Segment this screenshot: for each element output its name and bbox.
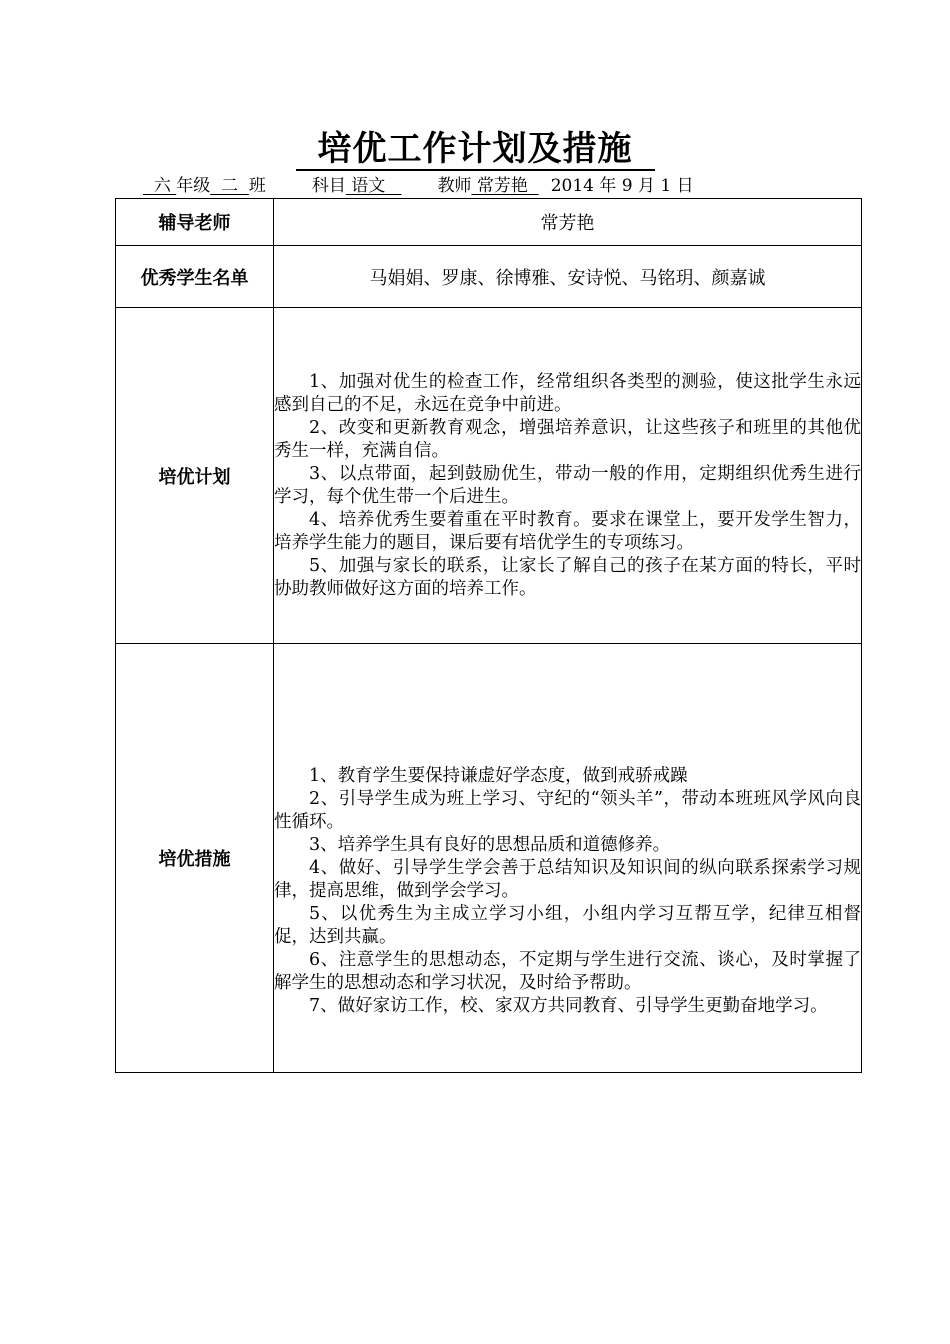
measures-item: 6、注意学生的思想动态，不定期与学生进行交流、谈心，及时掌握了解学生的思想动态和学习状况，及时给予帮助。 (274, 950, 861, 993)
measures-item: 4、做好、引导学生学会善于总结知识及知识间的纵向联系探索学习规律，提高思维，做到学会学习。 (274, 858, 861, 901)
measures-item: 7、做好家访工作，校、家双方共同教育、引导学生更勤奋地学习。 (309, 996, 828, 1016)
plan-table (115, 198, 862, 1073)
table-row-students (116, 246, 862, 308)
subject-value: 语文 (351, 176, 386, 196)
tutor-value: 常芳艳 (274, 199, 862, 246)
table-row-measures (116, 644, 862, 1073)
page-title-text: 培优工作计划及措施 (296, 129, 655, 171)
measures-item: 1、教育学生要保持谦虚好学态度，做到戒骄戒躁 (309, 766, 688, 786)
class-value: 二 (221, 176, 239, 196)
plan-item: 4、培养优秀生要着重在平时教育。要求在课堂上，要开发学生智力，培养学生能力的题目，课后要有培优学生的专项练习。 (274, 510, 861, 553)
class-label: 班 (248, 176, 266, 196)
plan-item: 1、加强对优生的检查工作，经常组织各类型的测验，使这批学生永远感到自己的不足，永远在竞争中前进。 (274, 372, 861, 415)
grade-value: 六 (153, 176, 171, 196)
measures-item: 5、以优秀生为主成立学习小组，小组内学习互帮互学，纪律互相督促，达到共赢。 (274, 904, 861, 947)
date-value: 2014 年 9 月 1 日 (550, 176, 694, 196)
measures-item: 2、引导学生成为班上学习、守纪的“领头羊”，带动本班班风学风向良性循环。 (274, 789, 861, 832)
plan-item: 5、加强与家长的联系，让家长了解自己的孩子在某方面的特长，平时协助教师做好这方面的培养工作。 (274, 556, 861, 599)
students-label: 优秀学生名单 (116, 246, 274, 308)
teacher-value: 常芳艳 (476, 176, 528, 196)
plan-item: 2、改变和更新教育观念，增强培养意识，让这些孩子和班里的其他优秀生一样，充满自信。 (274, 418, 861, 461)
grade-label: 年级 (176, 176, 211, 196)
teacher-label: 教师 (437, 176, 472, 196)
header-info-line (143, 174, 694, 198)
measures-content (274, 644, 862, 1073)
table-row-tutor (116, 199, 862, 246)
students-value: 马娟娟、罗康、徐博雅、安诗悦、马铭玥、颜嘉诚 (274, 246, 862, 308)
measures-item: 3、培养学生具有良好的思想品质和道德修养。 (309, 835, 671, 855)
tutor-label: 辅导老师 (116, 199, 274, 246)
plan-content (274, 308, 862, 644)
subject-label: 科目 (311, 176, 346, 196)
table-row-plan (116, 308, 862, 644)
measures-label: 培优措施 (116, 644, 274, 1073)
plan-label: 培优计划 (116, 308, 274, 644)
plan-item: 3、以点带面，起到鼓励优生，带动一般的作用，定期组织优秀生进行学习，每个优生带一个后进生。 (274, 464, 861, 507)
page-title (0, 126, 950, 172)
